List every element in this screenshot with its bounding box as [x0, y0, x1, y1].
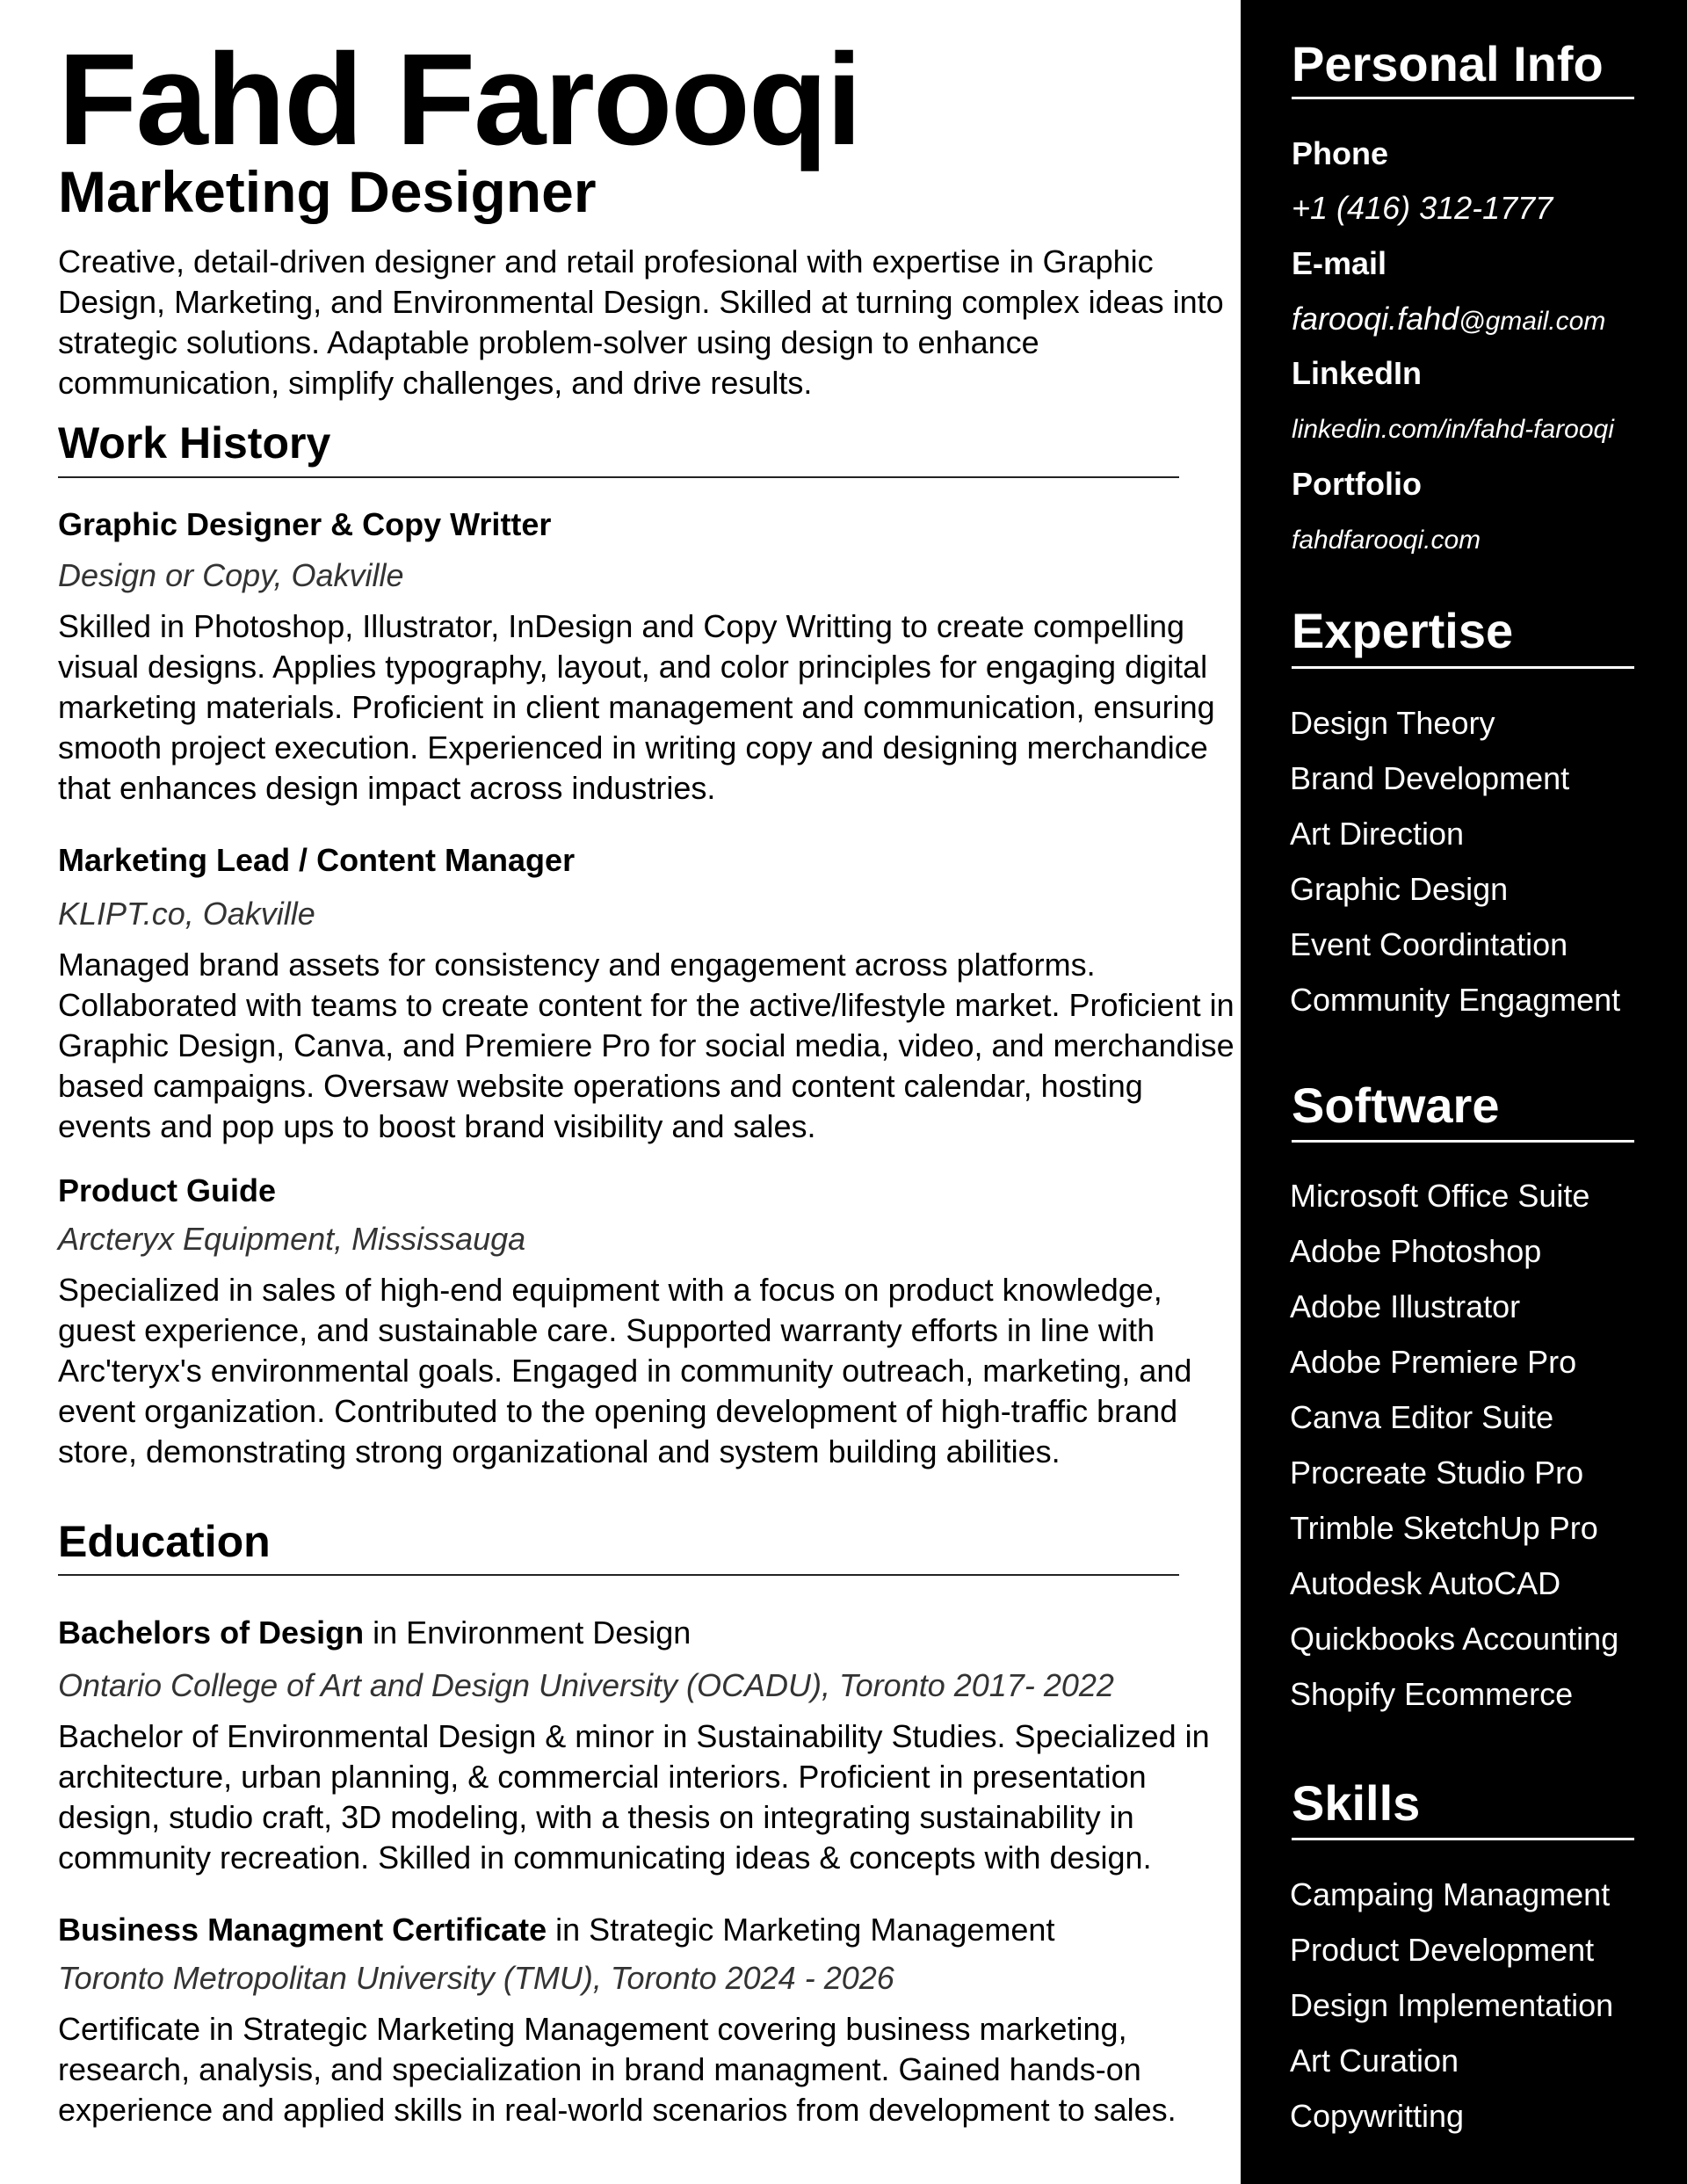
skills-item: Design Implementation: [1290, 1987, 1614, 2023]
email-domain: @gmail.com: [1459, 307, 1606, 336]
education-2-field: in Strategic Marketing Management: [547, 1912, 1055, 1948]
linkedin-label: LinkedIn: [1292, 355, 1423, 391]
personal-info-divider: [1292, 97, 1634, 99]
skills-item: Copywritting: [1290, 2098, 1465, 2134]
education-2-title: [58, 1914, 1054, 1946]
expertise-item: Graphic Design: [1290, 871, 1509, 907]
job-3-description: Specialized in sales of high-end equipment with a focus on product knowledge, guest experience, and sustainable care. Supported warranty efforts in line with Arc'teryx's environmental goals. Engaged in community outreach, marketing, and event organization. Contributed to the opening development of high-traffic brand store, demonstrating strong organizational and system building abilities.: [58, 1272, 1192, 1469]
summary-paragraph: Creative, detail-driven designer and retail profesional with expertise in Graphic Design, Marketing, and Environmental Design. Skilled at turning complex ideas into strategic solutions. Adaptable problem-solver using design to enhance communication, simplify challenges, and drive results.: [58, 243, 1224, 401]
job-3-title: Product Guide: [58, 1172, 277, 1208]
software-item: Autodesk AutoCAD: [1290, 1565, 1561, 1601]
personal-info-heading: Personal Info: [1292, 36, 1604, 91]
expertise-item: Design Theory: [1290, 705, 1495, 741]
software-item: Canva Editor Suite: [1290, 1399, 1554, 1435]
job-1-title: Graphic Designer & Copy Writter: [58, 506, 552, 542]
email-label: E-mail: [1292, 245, 1387, 281]
software-divider: [1292, 1140, 1634, 1143]
education-1-description: Bachelor of Environmental Design & minor in Sustainability Studies. Specialized in architecture, urban planning, & commercial interiors. Proficient in presentation design, studio craft, 3D modeling, with a thesis on integrating sustainability in community recreation. Skilled in communicating ideas & concepts with design.: [58, 1718, 1210, 1876]
education-2-degree: Business Managment Certificate: [58, 1912, 547, 1948]
expertise-item: Event Coordintation: [1290, 926, 1568, 962]
education-heading: Education: [58, 1517, 271, 1566]
software-item: Adobe Illustrator: [1290, 1288, 1521, 1324]
expertise-item: Art Direction: [1290, 816, 1465, 852]
software-item: Adobe Premiere Pro: [1290, 1344, 1577, 1380]
expertise-item: Brand Development: [1290, 760, 1570, 796]
sidebar: [1241, 0, 1687, 2184]
job-2-title: Marketing Lead / Content Manager: [58, 842, 576, 878]
education-1-title: [58, 1614, 691, 1651]
linkedin-value: linkedin.com/in/fahd-farooqi: [1292, 415, 1614, 444]
portfolio-value: fahdfarooqi.com: [1292, 526, 1481, 555]
skills-item: Campaing Managment: [1290, 1876, 1611, 1912]
email-user: farooqi.fahd: [1292, 301, 1459, 337]
phone-value: +1 (416) 312-1777: [1292, 190, 1553, 226]
education-1-place: Ontario College of Art and Design University (OCADU), Toronto 2017- 2022: [58, 1667, 1114, 1703]
job-3-place: Arcteryx Equipment, Mississauga: [58, 1221, 526, 1257]
skills-item: Art Curation: [1290, 2043, 1459, 2079]
education-1-field: in Environment Design: [364, 1614, 691, 1651]
education-2-place: Toronto Metropolitan University (TMU), Toronto 2024 - 2026: [58, 1960, 894, 1996]
expertise-heading: Expertise: [1292, 603, 1514, 658]
software-item: Trimble SketchUp Pro: [1290, 1510, 1598, 1546]
job-title-heading: Marketing Designer: [58, 159, 597, 224]
software-item: Adobe Photoshop: [1290, 1233, 1542, 1269]
education-2-description: Certificate in Strategic Marketing Management covering business marketing, research, analysis, and specialization in brand managment. Gained hands-on experience and applied skills in real-world scenarios from development to sales.: [58, 2011, 1177, 2128]
portfolio-label: Portfolio: [1292, 466, 1422, 502]
software-heading: Software: [1292, 1077, 1500, 1133]
skills-item: Product Development: [1290, 1932, 1595, 1968]
job-2-place: KLIPT.co, Oakville: [58, 896, 315, 932]
work-history-divider: [58, 476, 1179, 478]
job-2-description: Managed brand assets for consistency and engagement across platforms. Collaborated with teams to create content for the active/lifestyle market. Proficient in Graphic Design, Canva, and Premiere Pro for social media, video, and merchandise based campaigns. Oversaw website operations and content calendar, hosting events and pop ups to boost brand visibility and sales.: [58, 947, 1234, 1144]
phone-label: Phone: [1292, 135, 1389, 171]
candidate-name: Fahd Farooqi: [58, 27, 861, 172]
software-item: Quickbooks Accounting: [1290, 1621, 1619, 1657]
education-divider: [58, 1574, 1179, 1576]
software-item: Shopify Ecommerce: [1290, 1676, 1574, 1712]
job-1-description: Skilled in Photoshop, Illustrator, InDesign and Copy Writting to create compelling visual designs. Applies typography, layout, and color principles for engaging digital marketing materials. Proficient in client management and communication, ensuring smooth project execution. Experienced in writing copy and designing merchandice that enhances design impact across industries.: [58, 608, 1215, 806]
expertise-item: Community Engagment: [1290, 982, 1621, 1018]
work-history-heading: Work History: [58, 418, 331, 468]
education-1-degree: Bachelors of Design: [58, 1614, 365, 1651]
skills-heading: Skills: [1292, 1775, 1421, 1831]
email-value: [1292, 303, 1605, 335]
job-1-place: Design or Copy, Oakville: [58, 557, 404, 593]
software-item: Microsoft Office Suite: [1290, 1178, 1590, 1214]
software-item: Procreate Studio Pro: [1290, 1455, 1584, 1491]
skills-divider: [1292, 1838, 1634, 1840]
expertise-divider: [1292, 666, 1634, 669]
